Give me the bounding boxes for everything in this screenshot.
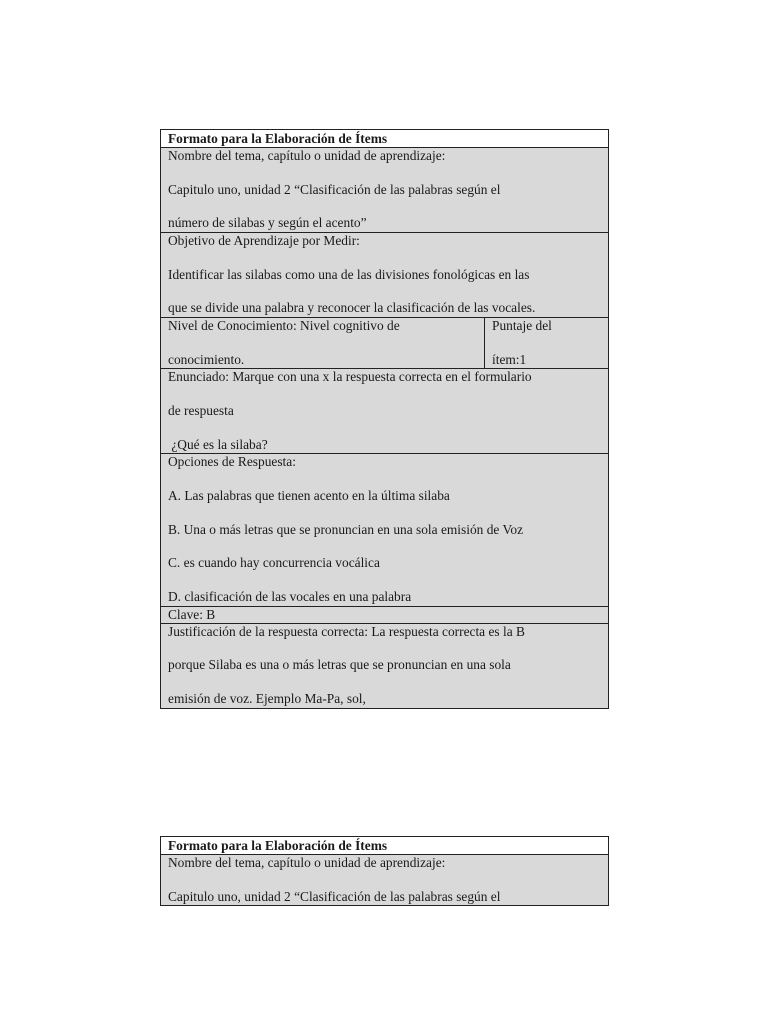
option-b: B. Una o más letras que se pronuncian en una sola emisión de Voz <box>168 521 524 537</box>
topic-text-line-1: Capitulo uno, unidad 2 “Clasificación de las palabras según el <box>168 888 501 904</box>
knowledge-level-line-1: Nivel de Conocimiento: Nivel cognitivo de <box>168 317 400 333</box>
knowledge-level-line-2: conocimiento. <box>168 351 245 367</box>
topic-label: Nombre del tema, capítulo o unidad de aprendizaje: <box>168 148 446 163</box>
objective-cell <box>161 232 609 317</box>
topic-text-line-2: número de silabas y según el acento” <box>168 215 367 231</box>
score-cell <box>485 317 609 368</box>
topic-text-line-1: Capitulo uno, unidad 2 “Clasificación de las palabras según el <box>168 181 501 197</box>
option-a: A. Las palabras que tienen acento en la última silaba <box>168 487 450 503</box>
justification-line-2: porque Silaba es una o más letras que se pronuncian en una sola <box>168 657 511 673</box>
topic-cell <box>161 148 609 233</box>
knowledge-level-cell <box>161 317 485 368</box>
topic-cell <box>161 855 609 906</box>
topic-label: Nombre del tema, capítulo o unidad de aprendizaje: <box>168 855 446 870</box>
statement-question: ¿Qué es la silaba? <box>168 436 268 452</box>
justification-cell <box>161 623 609 708</box>
statement-line-1: Enunciado: Marque con una x la respuesta correcta en el formulario <box>168 369 532 385</box>
option-d: D. clasificación de las vocales en una palabra <box>168 588 412 604</box>
justification-line-1: Justificación de la respuesta correcta: La respuesta correcta es la B <box>168 623 525 639</box>
objective-text-line-1: Identificar las silabas como una de las divisiones fonológicas en las <box>168 266 530 282</box>
item-format-table-1 <box>160 129 609 709</box>
statement-cell <box>161 369 609 454</box>
table-header: Formato para la Elaboración de Ítems <box>161 130 609 148</box>
objective-text-line-2: que se divide una palabra y reconocer la clasificación de las vocales. <box>168 300 536 316</box>
answer-key-cell: Clave: B <box>161 606 609 623</box>
answer-options-cell <box>161 454 609 606</box>
score-line-1: Puntaje del <box>492 317 552 333</box>
justification-line-3: emisión de voz. Ejemplo Ma-Pa, sol, <box>168 690 366 706</box>
table-header: Formato para la Elaboración de Ítems <box>161 837 609 855</box>
item-format-table-2 <box>160 836 609 906</box>
score-line-2: ítem:1 <box>492 351 527 367</box>
objective-label: Objetivo de Aprendizaje por Medir: <box>168 232 360 248</box>
option-c: C. es cuando hay concurrencia vocálica <box>168 555 380 571</box>
statement-line-2: de respuesta <box>168 402 234 418</box>
answer-options-label: Opciones de Respuesta: <box>168 454 296 470</box>
